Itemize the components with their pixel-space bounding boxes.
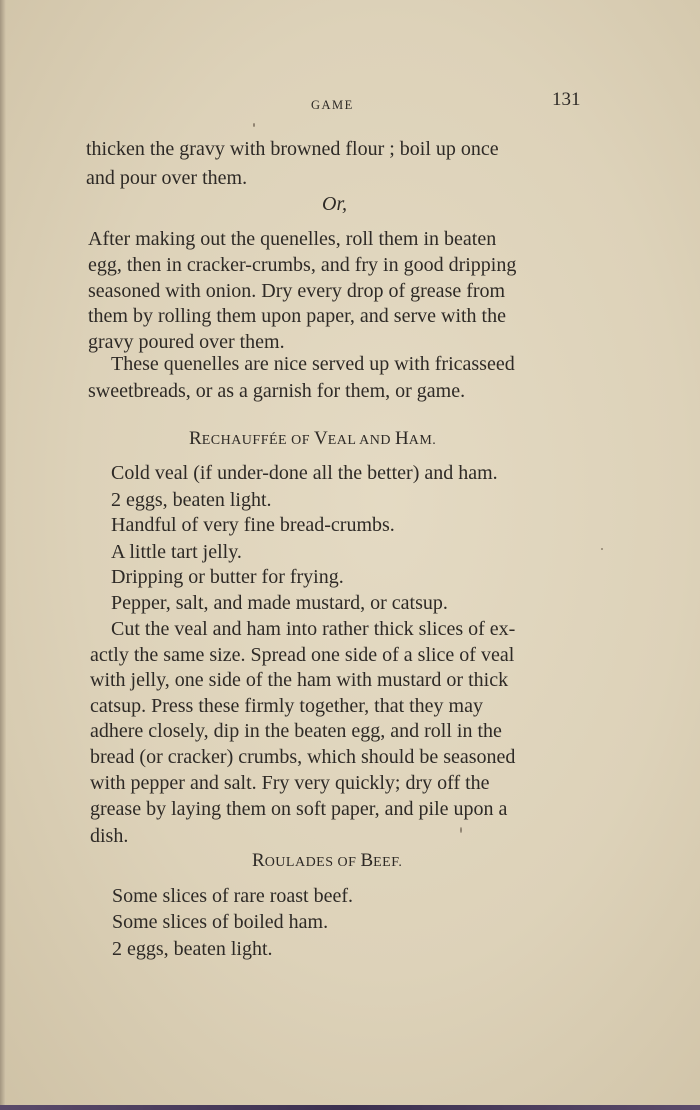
- ingredient-line: Pepper, salt, and made mustard, or catsup.: [111, 592, 448, 614]
- alternative-heading: Or,: [322, 193, 348, 215]
- text-line: and pour over them.: [86, 167, 248, 189]
- text-line: catsup. Press these firmly together, that they may: [90, 695, 483, 717]
- text-line: them by rolling them upon paper, and serve with the: [88, 305, 506, 327]
- title-part: AND: [355, 433, 395, 448]
- title-part: AM.: [408, 433, 437, 448]
- title-part: H: [395, 428, 409, 449]
- text-line: sweetbreads, or as a garnish for them, or game.: [88, 380, 466, 402]
- title-part: OF: [287, 433, 314, 448]
- text-line: egg, then in cracker-crumbs, and fry in good dripping: [88, 254, 517, 276]
- title-part: EAL: [327, 433, 356, 448]
- page-number: 131: [552, 89, 581, 110]
- text-line: with jelly, one side of the ham with mustard or thick: [90, 669, 509, 691]
- text-line: grease by laying them on soft paper, and pile upon a: [90, 798, 508, 820]
- title-part: OF: [333, 855, 361, 870]
- ingredient-line: 2 eggs, beaten light.: [111, 489, 272, 511]
- ingredient-line: Dripping or butter for frying.: [111, 566, 344, 588]
- paper-speck: [253, 123, 255, 127]
- text-line: thicken the gravy with browned flour ; boil up once: [86, 138, 499, 160]
- text-line: After making out the quenelles, roll them in beaten: [88, 228, 497, 250]
- title-part: OULADES: [264, 855, 334, 870]
- title-part: R: [189, 428, 202, 449]
- ingredient-line: Handful of very fine bread-crumbs.: [111, 514, 395, 536]
- title-part: V: [314, 428, 328, 449]
- page-bottom-edge: [0, 1105, 700, 1110]
- page-gutter-shadow: [0, 0, 6, 1110]
- ingredient-line: A little tart jelly.: [111, 541, 242, 563]
- ingredient-line: Some slices of rare roast beef.: [112, 885, 354, 907]
- text-line: actly the same size. Spread one side of a slice of veal: [90, 644, 515, 666]
- title-part: R: [252, 850, 265, 871]
- ingredient-line: 2 eggs, beaten light.: [112, 938, 273, 960]
- recipe-title: [189, 426, 436, 453]
- running-header: GAME: [311, 98, 354, 112]
- text-line: gravy poured over them.: [88, 331, 285, 353]
- paper-speck: [601, 548, 603, 550]
- ingredient-line: Some slices of boiled ham.: [112, 911, 329, 933]
- text-line: seasoned with onion. Dry every drop of grease from: [88, 280, 506, 302]
- text-line: bread (or cracker) crumbs, which should be seasoned: [90, 746, 516, 768]
- text-line: Cut the veal and ham into rather thick slices of ex-: [111, 618, 516, 640]
- text-line: with pepper and salt. Fry very quickly; dry off the: [90, 772, 490, 794]
- text-line: These quenelles are nice served up with fricasseed: [111, 353, 515, 375]
- text-line: adhere closely, dip in the beaten egg, and roll in the: [90, 720, 502, 742]
- ingredient-line: Cold veal (if under-done all the better) and ham.: [111, 462, 498, 484]
- paper-speck: [460, 827, 462, 833]
- recipe-title: [252, 848, 402, 875]
- text-line: dish.: [90, 825, 129, 847]
- title-part: ECHAUFFÉE: [201, 433, 288, 448]
- title-part: B: [360, 850, 374, 871]
- title-part: EEF.: [373, 855, 403, 870]
